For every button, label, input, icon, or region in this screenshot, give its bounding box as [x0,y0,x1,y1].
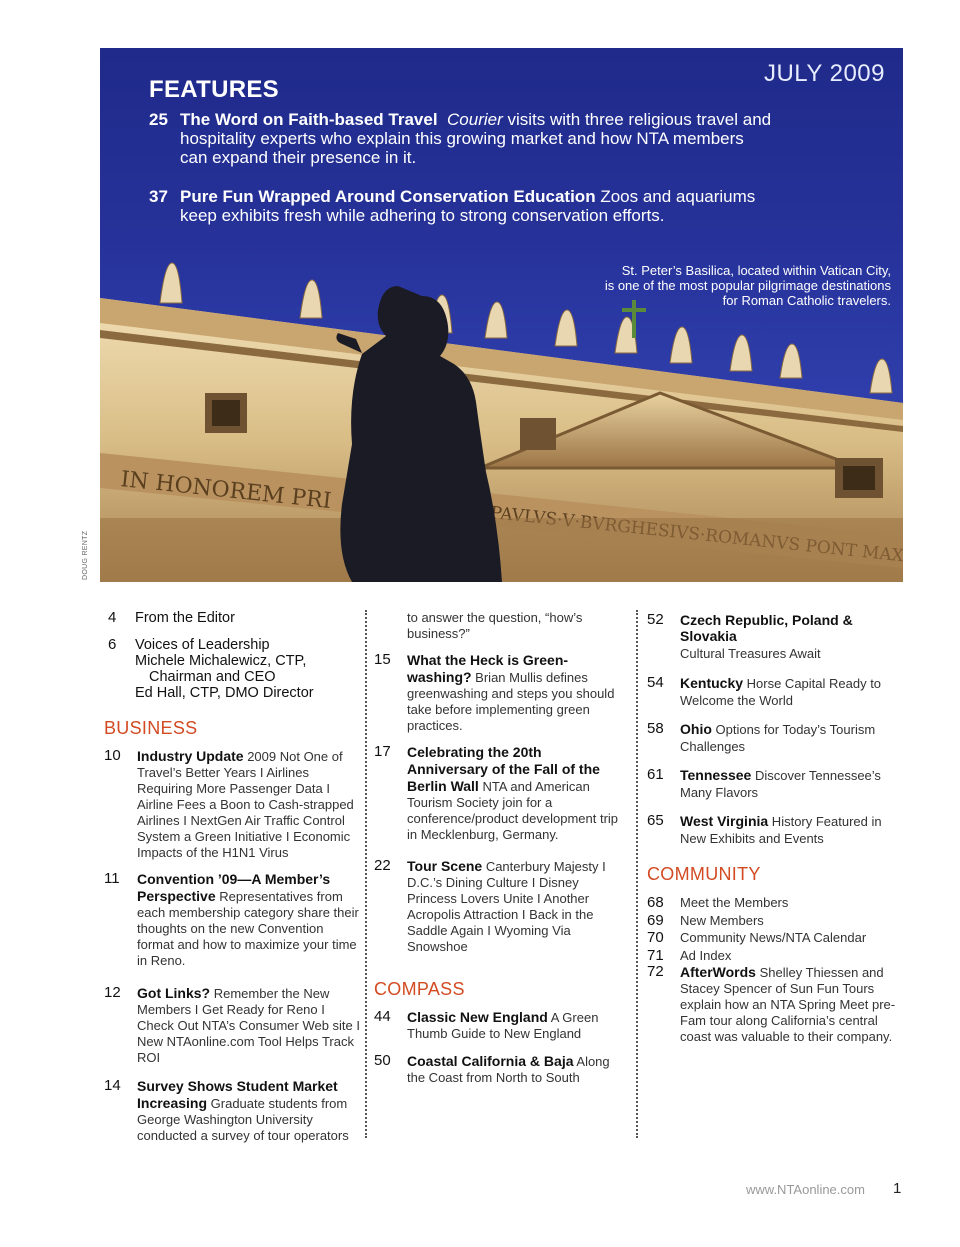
toc-page-number: 58 [647,720,664,737]
toc-entry-title: Czech Republic, Poland & Slovakia [680,612,853,644]
toc-entry-desc: Canterbury Majesty I D.C.’s Dining Culture I Disney Princess Lovers Unite I Another Acropolis Attraction I Back in the Saddle Again I Wyoming Via Snowshoe [407,859,606,954]
toc-entry-berlin-wall[interactable] [374,744,624,843]
feature-desc-line: hospitality experts who explain this growing market and how NTA members [180,129,744,148]
toc-page-number: 52 [647,611,664,628]
toc-entry-label: Meet the Members [680,895,789,910]
toc-entry-desc: Horse Capital Ready to Welcome the World [680,676,882,708]
toc-page-number: 17 [374,743,391,760]
toc-entry-label: Voices of Leadership [135,637,270,653]
toc-entry-from-editor[interactable] [104,610,362,626]
toc-entry-coastal-california[interactable] [374,1053,624,1086]
feature-title: The Word on Faith-based Travel [180,110,438,129]
inscription-left: IN HONOREM PRI [119,467,333,515]
toc-page-number: 15 [374,651,391,668]
toc-entry-afterwords[interactable] [647,964,909,1045]
contents-column-3 [647,600,909,1045]
toc-entry-community-news[interactable] [647,929,909,947]
feature-desc-line: keep exhibits fresh while adhering to strong conservation efforts. [180,206,665,225]
toc-entry-desc: to answer the question, “how’s business?” [407,610,583,641]
toc-entry-desc: Remember the New Members I Get Ready for Reno I Check Out NTA’s Consumer Web site I New NTAonline.com Tool Helps Track ROI [137,986,360,1065]
toc-page-number: 72 [647,963,664,980]
footer-url[interactable]: www.NTAonline.com [746,1182,865,1197]
toc-entry-detail: Ed Hall, CTP, DMO Director [135,685,314,701]
toc-page-number: 4 [108,609,117,626]
toc-entry-industry-update[interactable] [104,748,362,861]
toc-page-number: 10 [104,747,121,764]
toc-entry-new-members[interactable] [647,912,909,930]
toc-entry-desc: History Featured in New Exhibits and Events [680,814,882,846]
toc-entry-ad-index[interactable] [647,947,909,965]
section-heading-community: COMMUNITY [647,864,761,884]
toc-page-number: 69 [647,911,664,929]
toc-page-number: 70 [647,929,664,946]
photo-credit: DOUG RENTZ [82,530,89,580]
toc-entry-west-virginia[interactable] [647,813,909,847]
toc-entry-title: Got Links? [137,985,211,1001]
feature-item-faith-travel[interactable] [149,110,771,167]
toc-entry-czech[interactable] [647,612,909,662]
toc-page-number: 68 [647,894,664,911]
feature-desc-line: can expand their presence in it. [180,148,417,167]
toc-entry-desc: Shelley Thiessen and Stacey Spencer of Sun Fun Tours explain how an NTA Spring Meet pre-Fam tour along California’s central coast was valuable to their company. [680,965,896,1044]
toc-entry-title: What the Heck is Green-washing? [407,652,569,685]
toc-entry-desc: Brian Mullis defines greenwashing and steps you should take before implementing green practices. [407,670,615,733]
toc-entry-title: West Virginia [680,813,769,829]
community-list [647,894,909,1045]
toc-entry-detail: Michele Michalewicz, CTP, [135,653,307,669]
column-divider [365,610,367,1138]
toc-entry-label: Community News/NTA Calendar [680,930,867,945]
column-divider [636,610,638,1138]
toc-entry-desc: Along the Coast from North to South [407,1054,610,1085]
toc-page-number: 12 [104,984,121,1001]
toc-entry-desc: Representatives from each membership category share their thoughts on the new Convention format and how to maximize your time in Reno. [137,889,359,968]
toc-entry-desc: Options for Today’s Tourism Challenges [680,722,876,754]
toc-page-number: 14 [104,1077,121,1094]
toc-entry-title: Celebrating the 20th Anniversary of the Fall of the Berlin Wall [407,744,600,794]
toc-entry-title: Classic New England [407,1009,548,1025]
toc-entry-survey[interactable] [104,1078,362,1144]
toc-entry-title: Survey Shows Student Market Increasing [137,1078,338,1111]
toc-entry-greenwashing[interactable] [374,652,624,734]
toc-page-number: 71 [647,946,664,964]
feature-page-number: 25 [149,110,168,129]
toc-entry-desc: Cultural Treasures Await [680,646,821,661]
toc-entry-label: From the Editor [135,610,235,626]
toc-entry-new-england[interactable] [374,1009,624,1042]
toc-page-number: 50 [374,1052,391,1069]
toc-entry-survey-continued [374,610,624,642]
caption-line: is one of the most popular pilgrimage destinations [604,278,891,293]
toc-page-number: 61 [647,766,664,783]
toc-entry-meet-members[interactable] [647,894,909,912]
toc-entry-title: Tennessee [680,767,752,783]
toc-entry-label: New Members [680,912,764,928]
contents-column-1 [104,600,362,1144]
toc-page-number: 65 [647,812,664,829]
feature-italic: Courier [447,110,503,129]
page-number: 1 [893,1180,902,1197]
toc-entry-title: AfterWords [680,964,756,980]
section-heading-business: BUSINESS [104,718,198,738]
toc-entry-desc: 2009 Not One of Travel’s Better Years I Airlines Requiring More Passenger Data I Airline Fees a Boon to Cash-strapped Airlines I NextGen Air Traffic Control System a Green Initiative I Economic Impacts of the H1N1 Virus [137,749,354,860]
toc-entry-desc: Discover Tennessee’s Many Flavors [680,768,881,800]
toc-page-number: 11 [104,870,120,887]
toc-entry-convention[interactable] [104,871,362,969]
toc-entry-title: Kentucky [680,675,744,691]
feature-title: Pure Fun Wrapped Around Conservation Education [180,187,596,206]
feature-page-number: 37 [149,187,168,206]
feature-item-conservation[interactable] [149,187,755,225]
toc-page-number: 54 [647,674,664,691]
feature-desc-line: Zoos and aquariums [595,187,756,206]
toc-page-number: 6 [108,636,117,653]
toc-entry-got-links[interactable] [104,985,362,1066]
toc-entry-desc: Graduate students from George Washington University conducted a survey of tour operators [137,1096,349,1143]
toc-entry-tour-scene[interactable] [374,858,624,955]
toc-page-number: 44 [374,1008,391,1025]
toc-entry-detail: Chairman and CEO [149,669,276,685]
toc-entry-title: Tour Scene [407,858,483,874]
toc-entry-title: Convention ’09—A Member’s Perspective [137,871,331,904]
toc-entry-voices[interactable] [104,637,362,701]
toc-entry-tennessee[interactable] [647,767,909,801]
toc-page-number: 22 [374,857,391,874]
toc-entry-desc: NTA and American Tourism Society join for a conference/product development trip in Mecklenburg, Germany. [407,779,619,842]
photo-caption [571,263,891,308]
cover-photo [100,48,903,582]
issue-date: JULY 2009 [763,60,885,87]
section-heading-compass: COMPASS [374,979,465,999]
feature-desc-line: visits with three religious travel and [502,110,772,129]
caption-line: St. Peter’s Basilica, located within Vatican City, [621,263,891,278]
toc-entry-ohio[interactable] [647,721,909,755]
caption-line: for Roman Catholic travelers. [722,293,891,308]
toc-entry-kentucky[interactable] [647,675,909,709]
contents-column-2 [374,600,624,1086]
toc-entry-title: Industry Update [137,748,244,764]
toc-entry-title: Ohio [680,721,712,737]
toc-entry-title: Coastal California & Baja [407,1053,574,1069]
toc-entry-label: Ad Index [680,947,732,963]
toc-entry-desc: A Green Thumb Guide to New England [407,1010,599,1041]
features-heading: FEATURES [149,76,279,103]
